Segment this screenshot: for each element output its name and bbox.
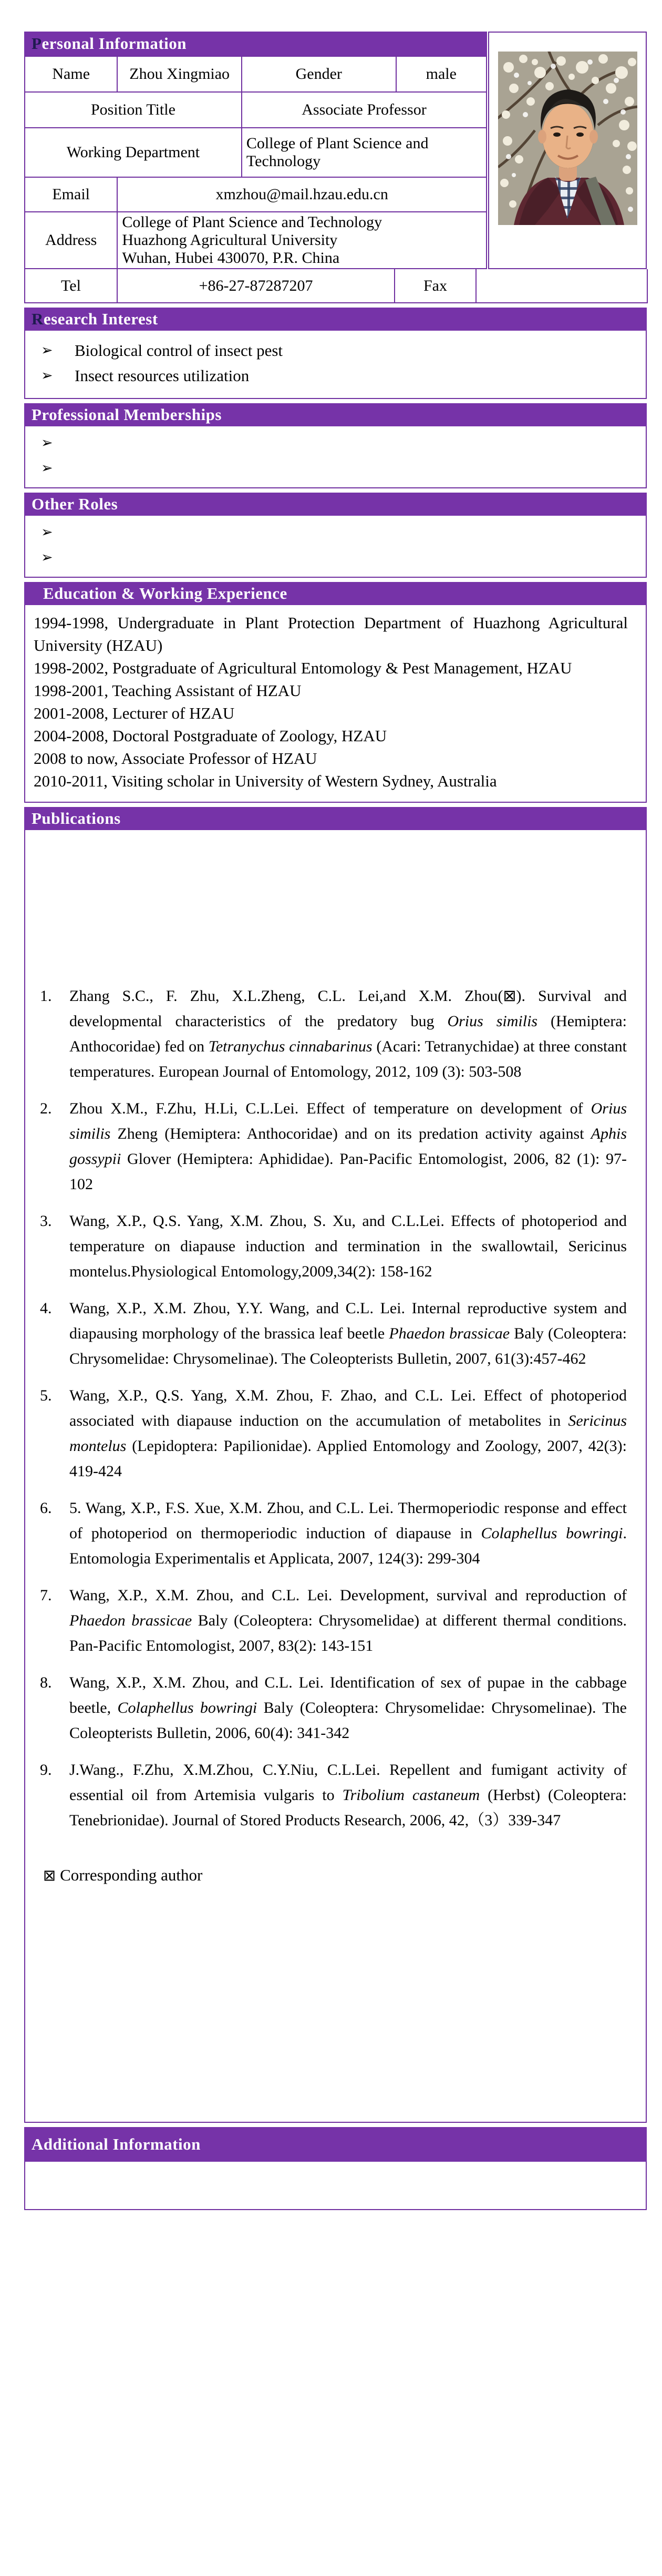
working-department-value: College of Plant Science and Technology <box>242 128 487 177</box>
professional-memberships-box <box>24 426 647 488</box>
publication-citation: Wang, X.P., Q.S. Yang, X.M. Zhou, F. Zhao, and C.L. Lei. Effect of photoperiod associated with diapause induction on the accumulation of metabolites in Sericinus montelus (Lepidoptera: Papilionidae). Applied Entomology and Zoology, 2007, 42(3): 419-424 <box>69 1387 627 1480</box>
position-title-label: Position Title <box>25 92 242 128</box>
publication-number: 2. <box>40 1100 52 1117</box>
tel-value: +86-27-87287207 <box>117 269 395 303</box>
working-department-label: Working Department <box>25 128 242 177</box>
publication-citation: Wang, X.P., X.M. Zhou, and C.L. Lei. Identification of sex of pupae in the cabbage beetle, Colaphellus bowringi Baly (Coleoptera: Chrysomelidae: Chrysomelinae). The Coleopterists Bulletin, 2006, 60(4): 341-342 <box>69 1674 627 1742</box>
address-label: Address <box>25 212 117 269</box>
bullet-item-text: Insect resources utilization <box>75 366 250 385</box>
publication-number: 6. <box>40 1499 52 1517</box>
bullet-item <box>41 545 630 570</box>
publication-item <box>40 1670 627 1746</box>
publication-number: 3. <box>40 1212 52 1230</box>
publication-number: 8. <box>40 1674 52 1691</box>
other-roles-list <box>25 516 646 577</box>
other-roles-box <box>24 516 647 578</box>
publication-item <box>40 1383 627 1484</box>
bullet-item-text: Biological control of insect pest <box>75 341 283 360</box>
education-entry: 2001-2008, Lecturer of HZAU <box>34 704 235 722</box>
bullet-item <box>41 431 630 456</box>
section-header-research-interest: Research Interest <box>24 308 647 331</box>
address-line-3: Wuhan, Hubei 430070, P.R. China <box>122 249 340 267</box>
arrow-bullet-icon: ➢ <box>41 435 53 451</box>
corresponding-author-text: Corresponding author <box>60 1866 203 1884</box>
education-entry: 2008 to now, Associate Professor of HZAU <box>34 749 317 768</box>
envelope-icon: ⊠ <box>43 1866 56 1884</box>
arrow-bullet-icon: ➢ <box>41 367 53 384</box>
name-label: Name <box>25 56 117 92</box>
tel-fax-row <box>24 269 648 303</box>
address-value <box>117 212 487 269</box>
education-entry: 1998-2001, Teaching Assistant of HZAU <box>34 681 302 700</box>
fax-value <box>476 269 647 303</box>
section-header-publications: Publications <box>24 807 647 830</box>
profile-photo-cell <box>488 32 647 269</box>
publications-list <box>25 830 646 1850</box>
publication-citation: Zhang S.C., F. Zhu, X.L.Zheng, C.L. Lei,and X.M. Zhou(⊠). Survival and developmental characteristics of the predatory bug Orius similis (Hemiptera: Anthocoridae) fed on Tetranychus cinnabarinus (Acari: Tetranychidae) at three constant temperatures. European Journal of Entomology, 2012, 109 (3): 503-508 <box>69 987 627 1080</box>
bullet-item <box>41 520 630 545</box>
bullet-item <box>41 456 630 481</box>
publication-item <box>40 1583 627 1659</box>
position-title-value: Associate Professor <box>242 92 487 128</box>
education-entry: 1998-2002, Postgraduate of Agricultural Entomology & Pest Management, HZAU <box>34 659 572 677</box>
profile-sheet <box>24 32 647 2210</box>
profile-photo <box>498 52 637 225</box>
gender-value: male <box>396 56 487 92</box>
section-header-personal-information: Personal Information <box>24 32 487 56</box>
publication-number: 4. <box>40 1300 52 1317</box>
arrow-bullet-icon: ➢ <box>41 524 53 540</box>
publication-citation: Wang, X.P., X.M. Zhou, and C.L. Lei. Development, survival and reproduction of Phaedon brassicae Baly (Coleoptera: Chrysomelidae) at different thermal conditions. Pan-Pacific Entomologist, 2007, 83(2): 143-151 <box>69 1587 627 1654</box>
education-entries <box>25 605 646 802</box>
publication-item <box>40 1496 627 1571</box>
research-interest-box <box>24 331 647 399</box>
additional-information-box <box>24 2162 647 2210</box>
publication-item <box>40 1296 627 1372</box>
publication-citation: Zhou X.M., F.Zhu, H.Li, C.L.Lei. Effect of temperature on development of Orius similis Zheng (Hemiptera: Anthocoridae) and on its predation activity against Aphis gossypii Glover (Hemiptera: Aphididae). Pan-Pacific Entomologist, 2006, 82 (1): 97-102 <box>69 1100 627 1193</box>
publication-citation: 5. Wang, X.P., F.S. Xue, X.M. Zhou, and C.L. Lei. Thermoperiodic response and effect of photoperiod on thermoperiodic induction of diapause in Colaphellus bowringi. Entomologia Experimentalis et Applicata, 2007, 124(3): 299-304 <box>69 1499 627 1567</box>
publication-item <box>40 984 627 1085</box>
section-header-education-working-experience: Education & Working Experience <box>24 582 647 605</box>
fax-label: Fax <box>395 269 476 303</box>
publication-citation: Wang, X.P., Q.S. Yang, X.M. Zhou, S. Xu, and C.L.Lei. Effects of photoperiod and temperature on diapause induction and termination in the swallowtail, Sericinus montelus.Physiological Entomology,2009,34(2): 158-162 <box>69 1212 627 1280</box>
email-value: xmzhou@mail.hzau.edu.cn <box>117 177 487 212</box>
section-header-other-roles: Other Roles <box>24 493 647 516</box>
arrow-bullet-icon: ➢ <box>41 549 53 566</box>
personal-info-table-wrap <box>24 32 487 269</box>
personal-section <box>24 32 647 269</box>
address-line-2: Huazhong Agricultural University <box>122 231 338 249</box>
publication-item <box>40 1757 627 1833</box>
arrow-bullet-icon: ➢ <box>41 460 53 476</box>
address-line-1: College of Plant Science and Technology <box>122 213 382 231</box>
publication-number: 9. <box>40 1761 52 1778</box>
research-interest-list <box>25 331 646 398</box>
gender-label: Gender <box>242 56 396 92</box>
personal-info-table <box>24 56 487 269</box>
publication-item <box>40 1096 627 1197</box>
publication-item <box>40 1209 627 1284</box>
section-header-professional-memberships: Professional Memberships <box>24 403 647 426</box>
education-entry: 2010-2011, Visiting scholar in University of Western Sydney, Australia <box>34 772 497 790</box>
publication-number: 1. <box>40 987 52 1005</box>
tel-label: Tel <box>25 269 117 303</box>
publications-box <box>24 830 647 2123</box>
name-value: Zhou Xingmiao <box>117 56 242 92</box>
education-box <box>24 605 647 803</box>
bullet-item <box>41 363 630 389</box>
corresponding-author-note <box>28 1864 646 1887</box>
education-entry: 2004-2008, Doctoral Postgraduate of Zoology, HZAU <box>34 727 387 745</box>
publication-number: 7. <box>40 1587 52 1604</box>
arrow-bullet-icon: ➢ <box>41 342 53 359</box>
education-entry: 1994-1998, Undergraduate in Plant Protection Department of Huazhong Agricultural University (HZAU) <box>34 614 628 655</box>
email-label: Email <box>25 177 117 212</box>
publication-number: 5. <box>40 1387 52 1404</box>
bullet-item <box>41 338 630 363</box>
section-header-additional-information: Additional Information <box>24 2127 647 2162</box>
professional-memberships-list <box>25 426 646 487</box>
publication-citation: J.Wang., F.Zhu, X.M.Zhou, C.Y.Niu, C.L.Lei. Repellent and fumigant activity of essential oil from Artemisia vulgaris to Tribolium castaneum (Herbst) (Coleoptera: Tenebrionidae). Journal of Stored Products Research, 2006, 42,（3）339-347 <box>69 1761 627 1829</box>
publication-citation: Wang, X.P., X.M. Zhou, Y.Y. Wang, and C.L. Lei. Internal reproductive system and diapausing morphology of the brassica leaf beetle Phaedon brassicae Baly (Coleoptera: Chrysomelidae: Chrysomelinae). The Coleopterists Bulletin, 2007, 61(3):457-462 <box>69 1300 627 1367</box>
